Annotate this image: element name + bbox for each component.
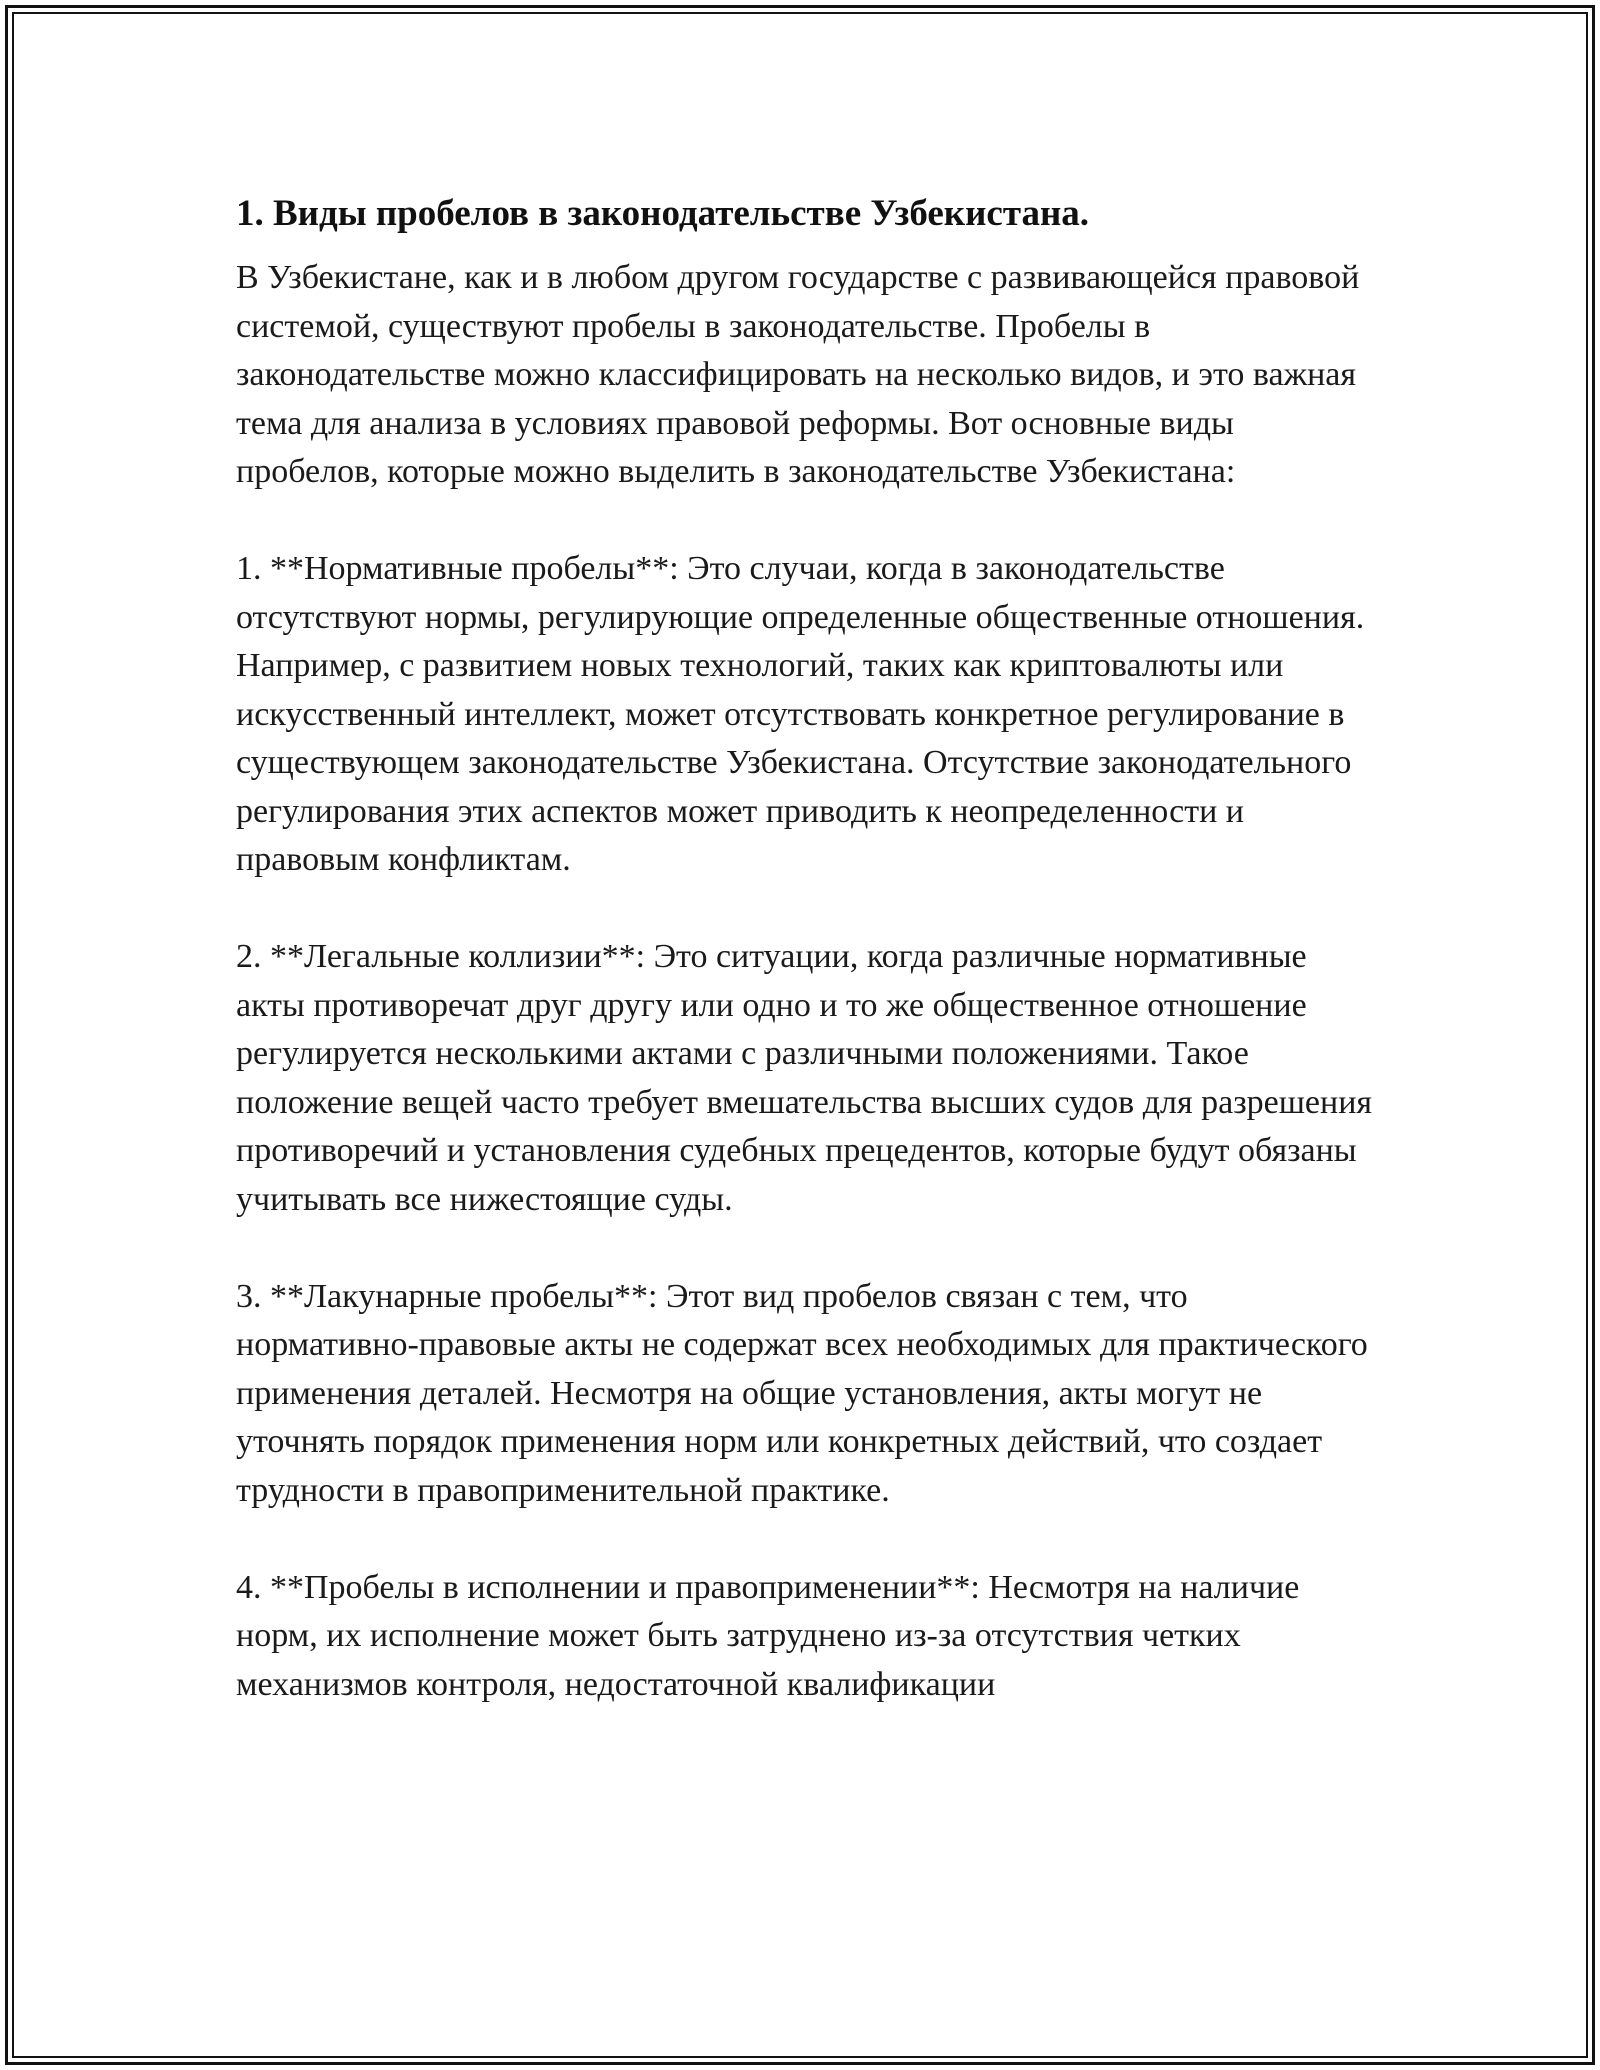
- paragraph-normative-gaps: 1. **Нормативные пробелы**: Это случаи, когда в законодательстве отсутствуют нормы, регулирующие определенные общественные отношения. Например, с развитием новых технологий, таких как криптовалюты или искусственный интеллект, может отсутствовать конкретное регулирование в существующем законодательстве Узбекистана. Отсутствие законодательного регулирования этих аспектов может приводить к неопределенности и правовым конфликтам.: [236, 550, 1365, 878]
- paragraph-legal-collisions: 2. **Легальные коллизии**: Это ситуации, когда различные нормативные акты противоречат друг другу или одно и то же общественное отношение регулируется несколькими актами с различными положениями. Такое положение вещей часто требует вмешательства высших судов для разрешения противоречий и установления судебных прецедентов, которые будут обязаны учитывать все нижестоящие суды.: [236, 938, 1373, 1218]
- paragraph-enforcement-gaps: 4. **Пробелы в исполнении и правоприменении**: Несмотря на наличие норм, их исполнение может быть затруднено из-за отсутствия четких механизмов контроля, недостаточной квалификации: [236, 1568, 1300, 1703]
- intro-paragraph: В Узбекистане, как и в любом другом государстве с развивающейся правовой системой, существуют пробелы в законодательстве. Пробелы в законодательстве можно классифицировать на несколько видов, и это важная тема для анализа в условиях правовой реформы. Вот основные виды пробелов, которые можно выделить в законодательстве Узбекистана:: [236, 259, 1360, 490]
- section-heading: 1. Виды пробелов в законодательстве Узбекистана.: [236, 193, 1090, 234]
- document-body: [236, 190, 1376, 1758]
- paragraph-lacunar-gaps: 3. **Лакунарные пробелы**: Этот вид пробелов связан с тем, что нормативно-правовые акты не содержат всех необходимых для практического применения деталей. Несмотря на общие установления, акты могут не уточнять порядок применения норм или конкретных действий, что создает трудности в правоприменительной практике.: [236, 1277, 1368, 1509]
